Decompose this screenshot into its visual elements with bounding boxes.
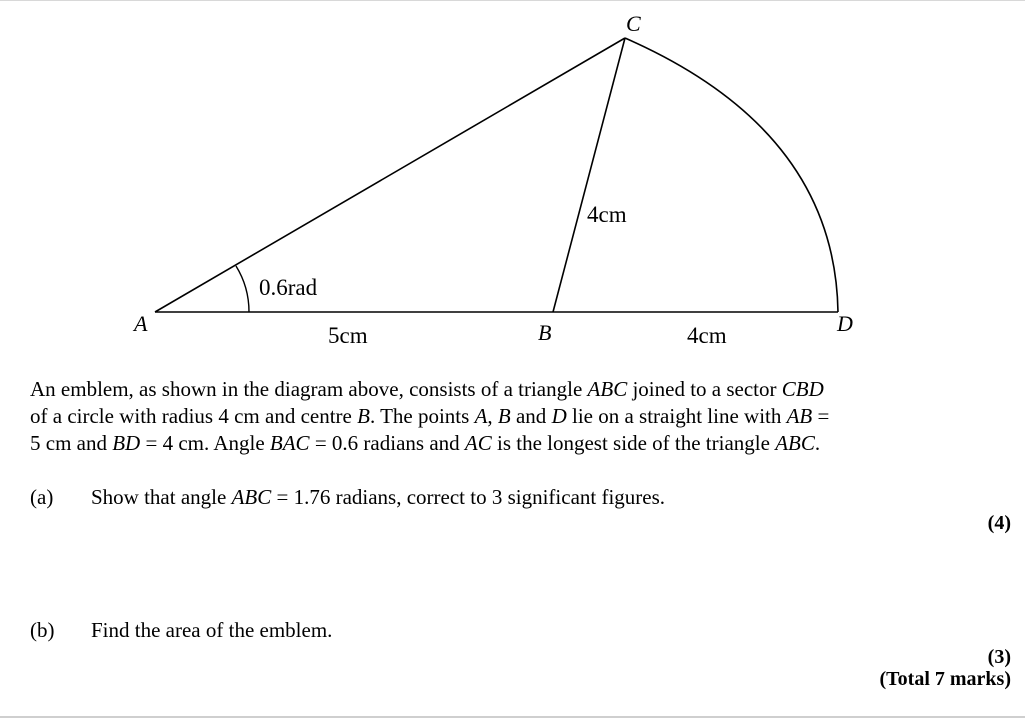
emblem-diagram — [0, 0, 1025, 360]
label-BD: 4cm — [687, 323, 727, 348]
arc-CD — [625, 38, 838, 312]
label-BC: 4cm — [587, 202, 627, 227]
label-angle-A: 0.6rad — [259, 275, 318, 300]
angle-arc-A — [236, 266, 249, 312]
part-b-text: Find the area of the emblem. — [91, 618, 333, 642]
intro-line-1: An emblem, as shown in the diagram above, consists of a triangle ABC joined to a sector CBD — [30, 377, 824, 401]
vertex-B: B — [538, 320, 552, 345]
part-a-label: (a) — [30, 485, 54, 509]
line-BC — [553, 38, 625, 312]
intro-line-3: 5 cm and BD = 4 cm. Angle BAC = 0.6 radians and AC is the longest side of the triangle ABC. — [30, 431, 821, 455]
label-AB: 5cm — [328, 323, 368, 348]
part-b-label: (b) — [30, 618, 55, 642]
bottom-border — [0, 716, 1025, 718]
line-AC — [155, 38, 625, 312]
total-marks: (Total 7 marks) — [879, 668, 1011, 690]
vertex-A: A — [134, 311, 148, 336]
question-intro — [30, 376, 950, 457]
part-a-text: Show that angle ABC = 1.76 radians, correct to 3 significant figures. — [91, 485, 666, 509]
vertex-D: D — [837, 311, 853, 336]
intro-line-2: of a circle with radius 4 cm and centre B. The points A, B and D lie on a straight line with AB = — [30, 404, 830, 428]
vertex-C: C — [626, 11, 641, 36]
part-a-marks: (4) — [987, 512, 1011, 534]
part-b-marks: (3) — [987, 646, 1011, 668]
